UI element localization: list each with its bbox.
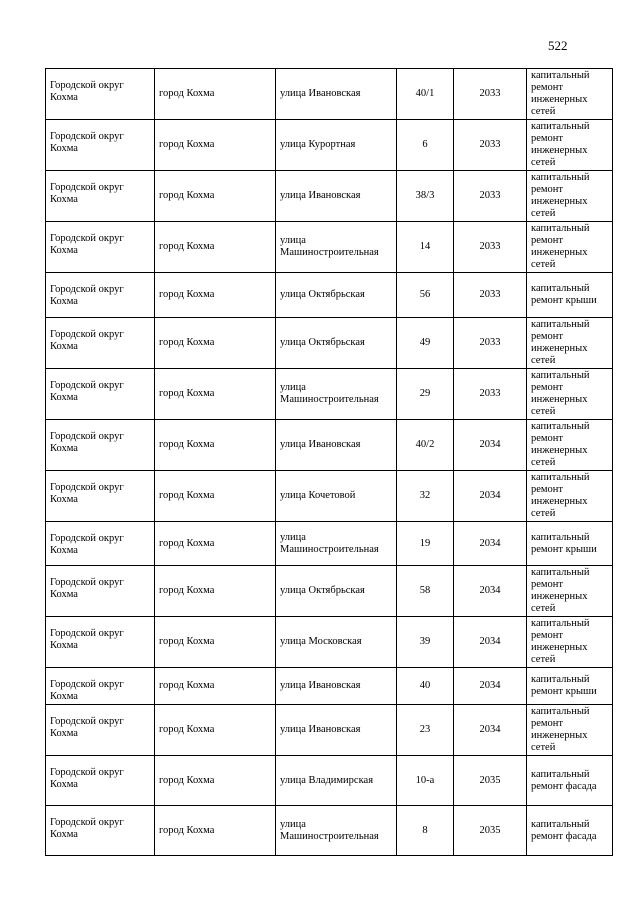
cell-work-type: капитальный ремонт крыши (527, 522, 613, 566)
cell-settlement: город Кохма (155, 806, 276, 856)
cell-work-type: капитальный ремонт инженерных сетей (527, 222, 613, 273)
table-row (46, 806, 613, 856)
cell-street: улица Машиностроительная (276, 522, 397, 566)
cell-street: улица Машиностроительная (276, 222, 397, 273)
cell-settlement: город Кохма (155, 273, 276, 318)
cell-work-type: капитальный ремонт инженерных сетей (527, 420, 613, 471)
cell-district: Городской округ Кохма (46, 617, 155, 668)
cell-house-number: 19 (397, 522, 454, 566)
cell-settlement: город Кохма (155, 222, 276, 273)
table-row (46, 369, 613, 420)
cell-year: 2034 (454, 420, 527, 471)
cell-street: улица Владимирская (276, 756, 397, 806)
cell-work-type: капитальный ремонт инженерных сетей (527, 471, 613, 522)
cell-house-number: 23 (397, 705, 454, 756)
cell-year: 2033 (454, 273, 527, 318)
table-row (46, 273, 613, 318)
cell-work-type: капитальный ремонт крыши (527, 273, 613, 318)
cell-district: Городской округ Кохма (46, 668, 155, 705)
cell-street: улица Октябрьская (276, 273, 397, 318)
cell-street: улица Машиностроительная (276, 369, 397, 420)
cell-year: 2033 (454, 318, 527, 369)
cell-settlement: город Кохма (155, 171, 276, 222)
cell-street: улица Ивановская (276, 420, 397, 471)
cell-district: Городской округ Кохма (46, 806, 155, 856)
cell-house-number: 39 (397, 617, 454, 668)
cell-house-number: 8 (397, 806, 454, 856)
cell-settlement: город Кохма (155, 522, 276, 566)
cell-year: 2035 (454, 806, 527, 856)
table-row (46, 120, 613, 171)
cell-house-number: 49 (397, 318, 454, 369)
cell-house-number: 29 (397, 369, 454, 420)
cell-street: улица Машиностроительная (276, 806, 397, 856)
cell-house-number: 38/3 (397, 171, 454, 222)
cell-settlement: город Кохма (155, 705, 276, 756)
cell-year: 2034 (454, 566, 527, 617)
table-row (46, 318, 613, 369)
cell-work-type: капитальный ремонт инженерных сетей (527, 69, 613, 120)
table-row (46, 668, 613, 705)
table-row (46, 756, 613, 806)
cell-work-type: капитальный ремонт инженерных сетей (527, 617, 613, 668)
table-row (46, 69, 613, 120)
registry-body (46, 69, 613, 856)
cell-house-number: 40 (397, 668, 454, 705)
cell-year: 2034 (454, 617, 527, 668)
cell-street: улица Октябрьская (276, 318, 397, 369)
cell-house-number: 56 (397, 273, 454, 318)
cell-settlement: город Кохма (155, 471, 276, 522)
cell-district: Городской округ Кохма (46, 120, 155, 171)
cell-house-number: 6 (397, 120, 454, 171)
table-row (46, 705, 613, 756)
cell-district: Городской округ Кохма (46, 705, 155, 756)
cell-house-number: 10-а (397, 756, 454, 806)
cell-settlement: город Кохма (155, 69, 276, 120)
cell-district: Городской округ Кохма (46, 756, 155, 806)
cell-year: 2033 (454, 222, 527, 273)
cell-house-number: 14 (397, 222, 454, 273)
cell-district: Городской округ Кохма (46, 522, 155, 566)
cell-district: Городской округ Кохма (46, 318, 155, 369)
cell-year: 2035 (454, 756, 527, 806)
cell-year: 2034 (454, 471, 527, 522)
cell-house-number: 40/1 (397, 69, 454, 120)
cell-work-type: капитальный ремонт фасада (527, 756, 613, 806)
cell-district: Городской округ Кохма (46, 420, 155, 471)
cell-district: Городской округ Кохма (46, 369, 155, 420)
table-row (46, 171, 613, 222)
cell-work-type: капитальный ремонт инженерных сетей (527, 566, 613, 617)
cell-year: 2034 (454, 705, 527, 756)
cell-street: улица Кочетовой (276, 471, 397, 522)
cell-settlement: город Кохма (155, 318, 276, 369)
table-row (46, 617, 613, 668)
cell-work-type: капитальный ремонт крыши (527, 668, 613, 705)
cell-district: Городской округ Кохма (46, 222, 155, 273)
cell-work-type: капитальный ремонт инженерных сетей (527, 318, 613, 369)
cell-street: улица Ивановская (276, 668, 397, 705)
cell-work-type: капитальный ремонт инженерных сетей (527, 120, 613, 171)
cell-street: улица Московская (276, 617, 397, 668)
cell-house-number: 40/2 (397, 420, 454, 471)
cell-street: улица Ивановская (276, 705, 397, 756)
cell-work-type: капитальный ремонт инженерных сетей (527, 171, 613, 222)
cell-house-number: 58 (397, 566, 454, 617)
table-row (46, 471, 613, 522)
cell-settlement: город Кохма (155, 756, 276, 806)
table-row (46, 222, 613, 273)
cell-district: Городской округ Кохма (46, 69, 155, 120)
cell-settlement: город Кохма (155, 668, 276, 705)
cell-settlement: город Кохма (155, 420, 276, 471)
cell-year: 2033 (454, 171, 527, 222)
cell-settlement: город Кохма (155, 369, 276, 420)
table-row (46, 566, 613, 617)
cell-year: 2033 (454, 369, 527, 420)
cell-street: улица Октябрьская (276, 566, 397, 617)
cell-house-number: 32 (397, 471, 454, 522)
cell-street: улица Ивановская (276, 69, 397, 120)
cell-year: 2034 (454, 522, 527, 566)
cell-district: Городской округ Кохма (46, 171, 155, 222)
cell-district: Городской округ Кохма (46, 566, 155, 617)
cell-year: 2034 (454, 668, 527, 705)
table-row (46, 420, 613, 471)
cell-year: 2033 (454, 120, 527, 171)
cell-work-type: капитальный ремонт инженерных сетей (527, 705, 613, 756)
cell-street: улица Курортная (276, 120, 397, 171)
cell-work-type: капитальный ремонт фасада (527, 806, 613, 856)
registry-table (45, 68, 613, 856)
cell-district: Городской округ Кохма (46, 471, 155, 522)
cell-year: 2033 (454, 69, 527, 120)
cell-settlement: город Кохма (155, 617, 276, 668)
cell-settlement: город Кохма (155, 120, 276, 171)
cell-settlement: город Кохма (155, 566, 276, 617)
cell-district: Городской округ Кохма (46, 273, 155, 318)
page-number: 522 (548, 38, 568, 53)
cell-work-type: капитальный ремонт инженерных сетей (527, 369, 613, 420)
table-row (46, 522, 613, 566)
cell-street: улица Ивановская (276, 171, 397, 222)
